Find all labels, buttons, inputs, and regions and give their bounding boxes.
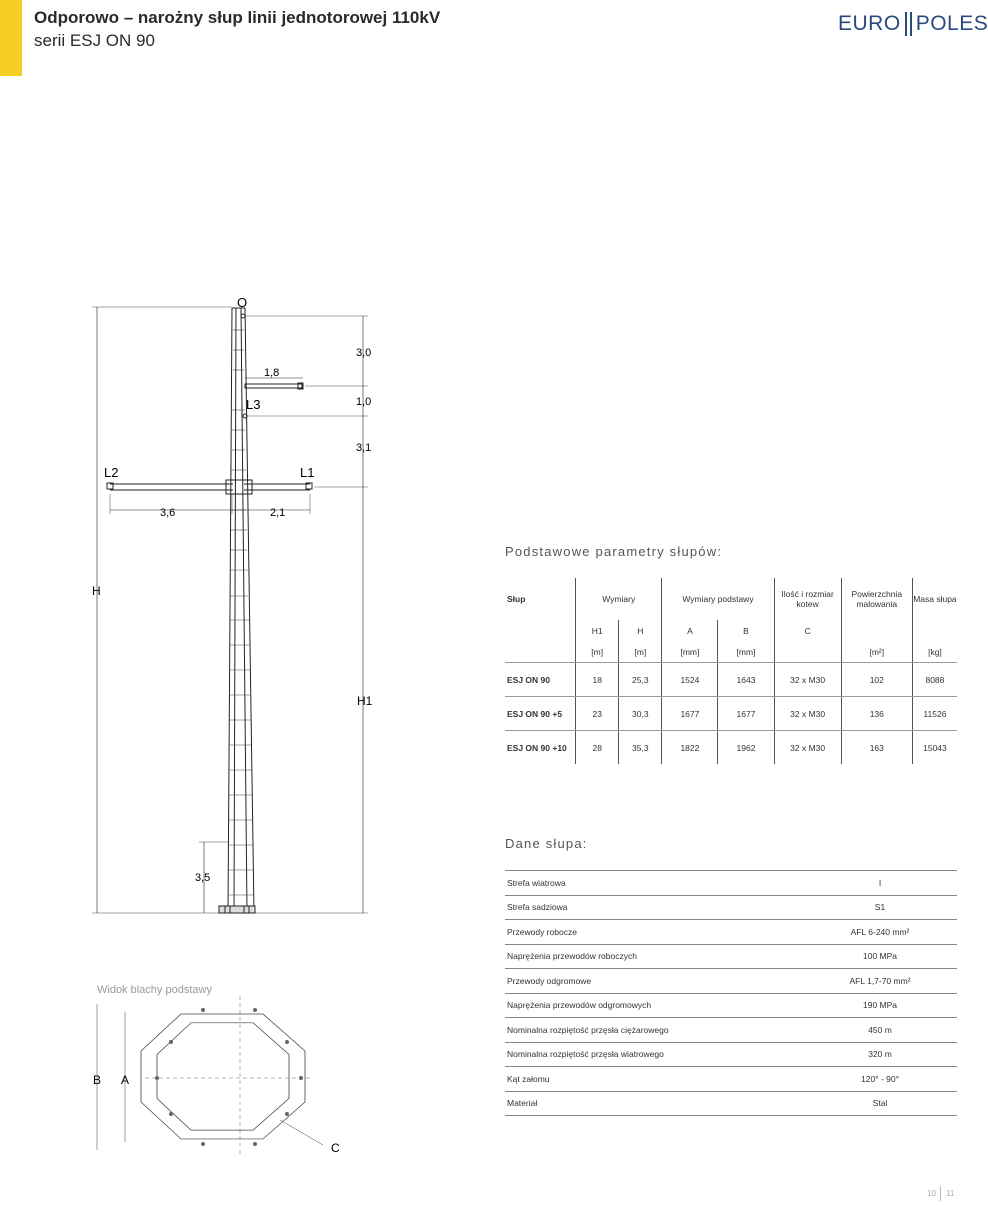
- table-cell: H1: [576, 620, 619, 641]
- table-cell: 1677: [718, 697, 774, 731]
- th-wymiary: Wymiary: [576, 578, 662, 620]
- table-cell: Kąt załomu: [505, 1067, 803, 1092]
- params-header-row: [505, 578, 957, 620]
- table-cell: 320 m: [803, 1042, 957, 1067]
- table-cell: 15043: [912, 731, 957, 765]
- dim-3-1: 3,1: [356, 442, 372, 454]
- table-row: [505, 944, 957, 969]
- table-cell: B: [718, 620, 774, 641]
- dim-1-0: 1,0: [356, 396, 372, 408]
- base-plate-title: Widok blachy podstawy: [97, 984, 212, 996]
- table-cell: Stal: [803, 1091, 957, 1116]
- table-cell: [mm]: [718, 641, 774, 663]
- table-cell: 11526: [912, 697, 957, 731]
- params-subheader-row: [505, 620, 957, 641]
- table-row: [505, 1091, 957, 1116]
- page-separator: [940, 1186, 941, 1201]
- table-cell: I: [803, 871, 957, 896]
- table-cell: Naprężenia przewodów odgromowych: [505, 993, 803, 1018]
- table-cell: A: [662, 620, 718, 641]
- table-cell: Strefa wiatrowa: [505, 871, 803, 896]
- table-cell: [912, 620, 957, 641]
- table-cell: 163: [841, 731, 912, 765]
- page-number-left: 10: [927, 1189, 936, 1198]
- table-cell: 100 MPa: [803, 944, 957, 969]
- table-cell: 18: [576, 663, 619, 697]
- base-plate-drawing: [85, 980, 345, 1160]
- table-cell: 1643: [718, 663, 774, 697]
- label-h1: H1: [357, 694, 373, 708]
- label-b: B: [93, 1073, 102, 1087]
- th-wymiary-podstawy: Wymiary podstawy: [662, 578, 774, 620]
- params-title: Podstawowe parametry słupów:: [505, 544, 723, 559]
- table-cell: [841, 620, 912, 641]
- table-cell: Strefa sadziowa: [505, 895, 803, 920]
- table-cell: Przewody robocze: [505, 920, 803, 945]
- table-cell: 32 x M30: [774, 697, 841, 731]
- table-cell: 120° - 90°: [803, 1067, 957, 1092]
- table-cell: [m²]: [841, 641, 912, 663]
- table-cell: 1677: [662, 697, 718, 731]
- dim-1-8: 1,8: [264, 367, 280, 379]
- table-row: [505, 895, 957, 920]
- table-cell: 190 MPa: [803, 993, 957, 1018]
- table-cell: [kg]: [912, 641, 957, 663]
- table-row: [505, 920, 957, 945]
- label-c: C: [331, 1141, 340, 1155]
- table-row: [505, 1067, 957, 1092]
- table-cell: ESJ ON 90 +5: [505, 697, 576, 731]
- table-cell: H: [619, 620, 662, 641]
- table-row: [505, 731, 957, 765]
- table-row: [505, 871, 957, 896]
- table-cell: [774, 641, 841, 663]
- logo-text-right: POLES: [915, 12, 988, 35]
- dim-3-6: 3,6: [160, 507, 176, 519]
- europoles-logo: [838, 12, 988, 36]
- table-cell: 102: [841, 663, 912, 697]
- label-l1: L1: [300, 465, 315, 480]
- dim-2-1: 2,1: [270, 507, 286, 519]
- table-cell: ESJ ON 90: [505, 663, 576, 697]
- dane-table: [505, 870, 957, 1116]
- table-cell: 23: [576, 697, 619, 731]
- page-number-right: 11: [946, 1189, 955, 1198]
- th-powierzchnia: Powierzchnia malowania: [841, 578, 912, 620]
- table-cell: 1822: [662, 731, 718, 765]
- table-cell: 450 m: [803, 1018, 957, 1043]
- dim-3-0: 3,0: [356, 347, 372, 359]
- table-cell: AFL 6-240 mm²: [803, 920, 957, 945]
- table-cell: Nominalna rozpiętość przęsła wiatrowego: [505, 1042, 803, 1067]
- table-cell: [505, 620, 576, 641]
- table-cell: [505, 641, 576, 663]
- table-row: [505, 663, 957, 697]
- table-row: [505, 697, 957, 731]
- dim-3-5: 3,5: [195, 872, 211, 884]
- table-cell: S1: [803, 895, 957, 920]
- dane-title: Dane słupa:: [505, 836, 588, 851]
- table-cell: [m]: [576, 641, 619, 663]
- params-table: [505, 578, 957, 764]
- table-cell: 1962: [718, 731, 774, 765]
- table-cell: 35,3: [619, 731, 662, 765]
- table-cell: 32 x M30: [774, 731, 841, 765]
- table-cell: ESJ ON 90 +10: [507, 742, 567, 753]
- table-row: [505, 1042, 957, 1067]
- th-slup: Słup: [507, 594, 526, 604]
- label-h: H: [92, 584, 101, 598]
- logo-text-left: EURO: [838, 12, 901, 35]
- table-cell: 30,3: [619, 697, 662, 731]
- table-cell: 136: [841, 697, 912, 731]
- label-l2: L2: [104, 465, 119, 480]
- table-cell: C: [774, 620, 841, 641]
- label-a: A: [121, 1073, 130, 1087]
- page-title: Odporowo – narożny słup linii jednotorowej 110kV: [34, 8, 441, 27]
- table-cell: 28: [576, 731, 619, 765]
- page-subtitle: serii ESJ ON 90: [34, 31, 155, 50]
- table-cell: 1524: [662, 663, 718, 697]
- table-row: [505, 1018, 957, 1043]
- label-o: O: [236, 295, 248, 310]
- table-cell: Naprężenia przewodów roboczych: [505, 944, 803, 969]
- table-cell: Przewody odgromowe: [505, 969, 803, 994]
- th-kotwy: Ilość i rozmiar kotew: [774, 578, 841, 620]
- table-cell: 32 x M30: [774, 663, 841, 697]
- label-l3: L3: [246, 397, 261, 412]
- table-cell: Materiał: [505, 1091, 803, 1116]
- table-cell: Nominalna rozpiętość przęsła ciężarowego: [505, 1018, 803, 1043]
- params-units-row: [505, 641, 957, 663]
- table-cell: 8088: [912, 663, 957, 697]
- table-cell: 25,3: [619, 663, 662, 697]
- table-row: [505, 969, 957, 994]
- th-masa: Masa słupa: [912, 578, 957, 620]
- table-row: [505, 993, 957, 1018]
- table-cell: [m]: [619, 641, 662, 663]
- table-cell: AFL 1,7-70 mm²: [803, 969, 957, 994]
- table-cell: [mm]: [662, 641, 718, 663]
